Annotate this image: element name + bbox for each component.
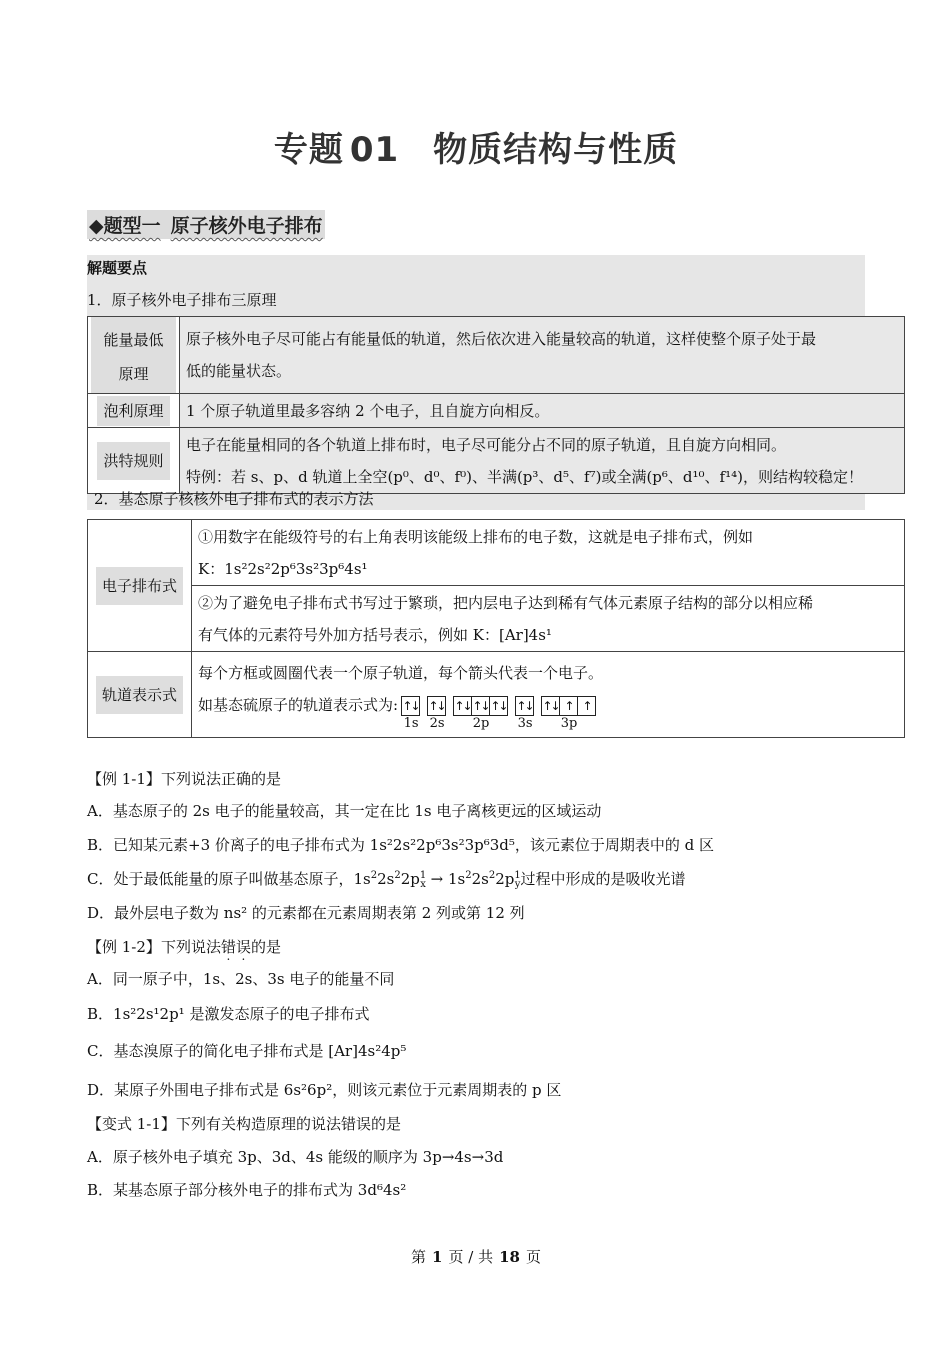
- table-row: [88, 394, 905, 428]
- orbital-label: 2p: [472, 716, 490, 731]
- orbital-box: ↑↓: [515, 696, 534, 716]
- option-b: B．1s²2s¹2p¹ 是激发态原子的电子排布式: [87, 1005, 370, 1023]
- orbital-group: [516, 696, 534, 732]
- orbital-box: ↑↓: [453, 696, 472, 716]
- orbital-box: ↑↓: [401, 696, 420, 716]
- orbital-label: 3s: [517, 716, 533, 731]
- section-label: 题型一: [103, 215, 161, 237]
- page-title: [0, 122, 952, 171]
- orbital-group: [454, 696, 508, 732]
- option-c: C．处于最低能量的原子叫做基态原子，$1s^22s^22p^1_x \to 1s^22s^22p^1_y$过程中形成的是吸收光谱: [87, 870, 686, 890]
- row-content: 原子核外电子尽可能占有能量低的轨道，然后依次进入能量较高的轨道，这样使整个原子处于最 低的能量状态。: [180, 317, 905, 394]
- key-points-item-1: 1．原子核外电子排布三原理: [87, 291, 277, 309]
- table-row: [88, 652, 905, 738]
- row-label: 轨道表示式: [88, 652, 192, 738]
- orbital-box: ↑↓: [541, 696, 560, 716]
- principles-table: [87, 316, 905, 494]
- orbital-box: ↑: [577, 696, 596, 716]
- section-text: 原子核外电子排布: [170, 215, 323, 237]
- key-points-item-2: 2．基态原子核核外电子排布式的表示方法: [94, 490, 374, 508]
- table-row: [88, 520, 905, 586]
- option-a: A．原子核外电子填充 3p、3d、4s 能级的顺序为 3p→4s→3d: [87, 1148, 504, 1166]
- orbital-box: ↑↓: [471, 696, 490, 716]
- orbital-label: 2s: [429, 716, 445, 731]
- orbital-box: ↑↓: [489, 696, 508, 716]
- orbital-group: [542, 696, 596, 732]
- row-content: 1 个原子轨道里最多容纳 2 个电子，且自旋方向相反。: [180, 394, 905, 428]
- orbital-box: ↑: [559, 696, 578, 716]
- orbital-group: [402, 696, 420, 732]
- table-row: [88, 428, 905, 494]
- option-b: B．某基态原子部分核外电子的排布式为 3d⁶4s²: [87, 1181, 407, 1199]
- row-label: 能量最低 原理: [88, 317, 180, 394]
- title-number: 01: [349, 130, 400, 170]
- table-row: [88, 317, 905, 394]
- row-label: 洪特规则: [88, 428, 180, 494]
- option-a: A．同一原子中，1s、2s、3s 电子的能量不同: [87, 970, 395, 988]
- notation-table: [87, 519, 905, 738]
- page-footer: 第 1 页 / 共 18 页: [411, 1248, 541, 1266]
- row-content: 每个方框或圆圈代表一个原子轨道，每个箭头代表一个电子。 如基态硫原子的轨道表示式为: ↑↓ 1s ↑↓ 2s ↑↓ ↑↓ ↑↓ 2p ↑↓ 3s ↑↓ ↑ ↑ 3p: [192, 652, 905, 738]
- option-c: C．基态溴原子的简化电子排布式是 [Ar]4s²4p⁵: [87, 1042, 407, 1060]
- row-content: ②为了避免电子排布式书写过于繁琐，把内层电子达到稀有气体元素原子结构的部分以相应稀 有气体的元素符号外加方括号表示，例如 K：[Ar]4s¹: [192, 586, 905, 652]
- row-label: 电子排布式: [88, 520, 192, 652]
- example-1-1-stem: 【例 1-1】下列说法正确的是: [87, 770, 281, 788]
- row-content: 电子在能量相同的各个轨道上排布时，电子尽可能分占不同的原子轨道，且自旋方向相同。 特例：若 s、p、d 轨道上全空(p⁰、d⁰、f⁰)、半满(p³、d⁵、f⁷)或全满(p⁶、d¹⁰、f¹⁴)，则结构较稳定！: [180, 428, 905, 494]
- option-d: D．最外层电子数为 ns² 的元素都在元素周期表第 2 列或第 12 列: [87, 904, 525, 922]
- key-points-heading: 解题要点: [87, 259, 148, 277]
- option-d: D．某原子外围电子排布式是 6s²6p²，则该元素位于元素周期表的 p 区: [87, 1081, 562, 1099]
- row-content: ①用数字在能级符号的右上角表明该能级上排布的电子数，这就是电子排布式，例如 K：1s²2s²2p⁶3s²3p⁶4s¹: [192, 520, 905, 586]
- orbital-diagram: [402, 696, 596, 732]
- row-label: 泡利原理: [88, 394, 180, 428]
- title-text: 物质结构与性质: [433, 130, 679, 170]
- variant-1-1-stem: 【变式 1-1】下列有关构造原理的说法错误的是: [87, 1115, 401, 1133]
- title-prefix: 专题: [273, 130, 344, 170]
- section-heading: [87, 210, 325, 239]
- example-1-2-stem: 【例 1-2】下列说法错误的是: [87, 938, 281, 956]
- diamond-icon: ◆: [89, 215, 104, 237]
- option-b: B．已知某元素+3 价离子的电子排布式为 1s²2s²2p⁶3s²3p⁶3d⁵，该元素位于周期表中的 d 区: [87, 836, 715, 854]
- option-a: A．基态原子的 2s 电子的能量较高，其一定在比 1s 电子离核更远的区域运动: [87, 802, 602, 820]
- orbital-box: ↑↓: [427, 696, 446, 716]
- orbital-label: 3p: [560, 716, 578, 731]
- orbital-label: 1s: [403, 716, 419, 731]
- table-row: [88, 586, 905, 652]
- orbital-group: [428, 696, 446, 732]
